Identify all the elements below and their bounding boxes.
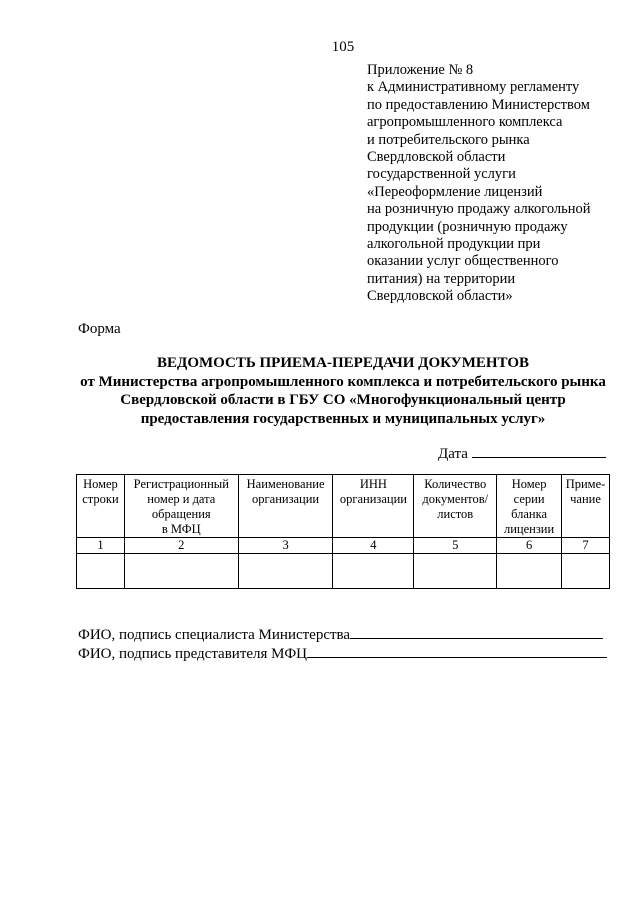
column-number: 5: [414, 538, 497, 554]
header-organization-name: Наименование организации: [238, 475, 333, 538]
title-line: предоставления государственных и муниципальных услуг»: [140, 410, 546, 427]
appendix-block: [367, 62, 627, 306]
header-inn: ИНН организации: [333, 475, 414, 538]
table-cell[interactable]: [333, 554, 414, 589]
table-cell[interactable]: [124, 554, 238, 589]
header-note: Приме- чание: [562, 475, 610, 538]
table-cell[interactable]: [562, 554, 610, 589]
appendix-line: государственной услуги: [367, 166, 516, 183]
appendix-line: продукции (розничную продажу: [367, 218, 568, 235]
appendix-line: по предоставлению Министерством: [367, 96, 590, 113]
table-cell[interactable]: [77, 554, 125, 589]
column-number: 1: [77, 538, 125, 554]
signature-mfc: [78, 643, 607, 663]
table-row: [77, 554, 610, 589]
column-number: 6: [497, 538, 562, 554]
header-license-form: Номер серии бланка лицензии: [497, 475, 562, 538]
header-document-count: Количество документов/ листов: [414, 475, 497, 538]
appendix-line: Свердловской области: [367, 149, 506, 166]
appendix-line: и потребительского рынка: [367, 131, 530, 148]
appendix-line: «Переоформление лицензий: [367, 183, 543, 200]
appendix-line: питания) на территории: [367, 270, 516, 287]
registry-table: [76, 474, 610, 589]
title-line: от Министерства агропромышленного комплекса и потребительского рынка: [80, 373, 606, 390]
signature-ministry-line[interactable]: [350, 624, 603, 639]
signature-mfc-line[interactable]: [307, 643, 607, 658]
document-title: [0, 354, 640, 428]
title-line: Свердловской области в ГБУ СО «Многофункциональный центр: [120, 392, 566, 409]
table-cell[interactable]: [238, 554, 333, 589]
column-number: 4: [333, 538, 414, 554]
table-header-row: [77, 475, 610, 538]
date-blank-line[interactable]: [472, 442, 606, 458]
header-row-number: Номер строки: [77, 475, 125, 538]
table-cell[interactable]: [414, 554, 497, 589]
appendix-line: Приложение № 8: [367, 62, 474, 78]
date-label: Дата: [438, 446, 468, 462]
column-number: 2: [124, 538, 238, 554]
column-number: 3: [238, 538, 333, 554]
signature-ministry-label: ФИО, подпись специалиста Министерства: [78, 627, 351, 643]
appendix-line: алкогольной продукции при: [367, 236, 541, 253]
appendix-line: к Административному регламенту: [367, 79, 580, 96]
date-field: [438, 442, 606, 463]
appendix-line: агропромышленного комплекса: [367, 114, 563, 131]
column-number-row: [77, 538, 610, 554]
page-number: 105: [331, 39, 355, 55]
signature-mfc-label: ФИО, подпись представителя МФЦ: [78, 646, 307, 662]
form-label: Форма: [78, 321, 121, 337]
table-cell[interactable]: [497, 554, 562, 589]
appendix-line: Свердловской области»: [367, 288, 513, 305]
signature-ministry: [78, 624, 603, 644]
title-line: ВЕДОМОСТЬ ПРИЕМА-ПЕРЕДАЧИ ДОКУМЕНТОВ: [156, 355, 530, 371]
appendix-line: на розничную продажу алкогольной: [367, 201, 591, 218]
header-registration: Регистрационный номер и дата обращения в МФЦ: [124, 475, 238, 538]
column-number: 7: [562, 538, 610, 554]
appendix-line: оказании услуг общественного: [367, 253, 559, 270]
